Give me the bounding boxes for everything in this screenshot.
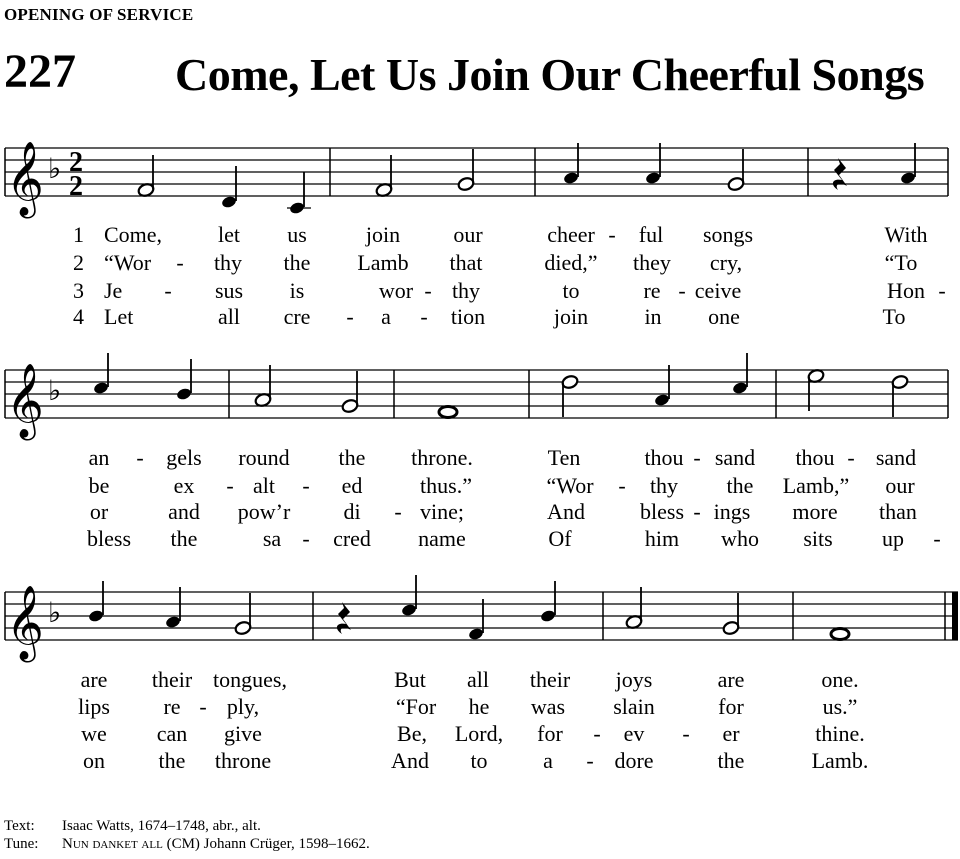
quarter-rest-icon: [337, 602, 351, 634]
tune-credit: Tune: Nun danket all (CM) Johann Crüger, 1598–1662.: [4, 836, 370, 852]
system-2-verse-4: bless the sa - cred name Of him who sits up -: [87, 526, 941, 551]
notes: [88, 575, 849, 641]
svg-text:2: 2: [69, 171, 83, 202]
tune-name: Nun danket all: [62, 836, 163, 852]
system-3-verse-4: on the throne And to a - dore the Lamb.: [83, 748, 869, 773]
treble-clef-icon: 𝄞: [6, 364, 44, 438]
system-3-verse-1: are their tongues, But all their joys are one.: [80, 667, 859, 692]
credits: [4, 817, 370, 853]
flat-icon: ♭: [48, 152, 62, 185]
system-1-verse-1: 1 Come, let us join our cheer - ful songs With: [73, 222, 928, 247]
system-1-verse-4: 4 Let all cre - a - tion join in one To: [73, 304, 906, 329]
staff-system-3: [0, 572, 960, 672]
hymn-title: Come, Let Us Join Our Cheerful Songs: [175, 49, 925, 100]
system-3-verse-2: lips re - ply, “For he was slain for us.”: [78, 694, 858, 719]
time-signature: [69, 147, 83, 202]
hymn-number: 227: [4, 45, 76, 98]
treble-clef-icon: 𝄞: [6, 142, 44, 216]
flat-icon: ♭: [48, 374, 62, 407]
final-barline: [952, 592, 958, 640]
system-2-verse-2: be ex - alt - ed thus.” “Wor - thy the Lamb,” our: [88, 473, 915, 498]
staff-lines: [5, 370, 948, 418]
svg-text:2: 2: [69, 147, 83, 178]
notes: [137, 143, 916, 215]
notes: [93, 353, 909, 418]
staff-system-1: [0, 128, 960, 228]
treble-clef-icon: 𝄞: [6, 586, 44, 660]
system-1-verse-3: 3 Je - sus is wor - thy to re - ceive Hon -: [73, 278, 946, 303]
system-2-verse-3: or and pow’r di - vine; And bless - ings more than: [89, 499, 917, 524]
staff-system-2: [0, 350, 960, 450]
quarter-rest-icon: [833, 158, 847, 190]
system-3-verse-3: we can give Be, Lord, for - ev - er thine.: [81, 721, 865, 746]
text-credit: Text: Isaac Watts, 1674–1748, abr., alt.: [4, 818, 261, 834]
system-2-verse-1: an - gels round the throne. Ten thou - sand thou - sand: [88, 445, 917, 470]
system-1-verse-2: 2 “Wor - thy the Lamb that died,” they cry, “To: [73, 250, 918, 275]
flat-icon: ♭: [48, 596, 62, 629]
section-heading: OPENING OF SERVICE: [4, 5, 194, 24]
